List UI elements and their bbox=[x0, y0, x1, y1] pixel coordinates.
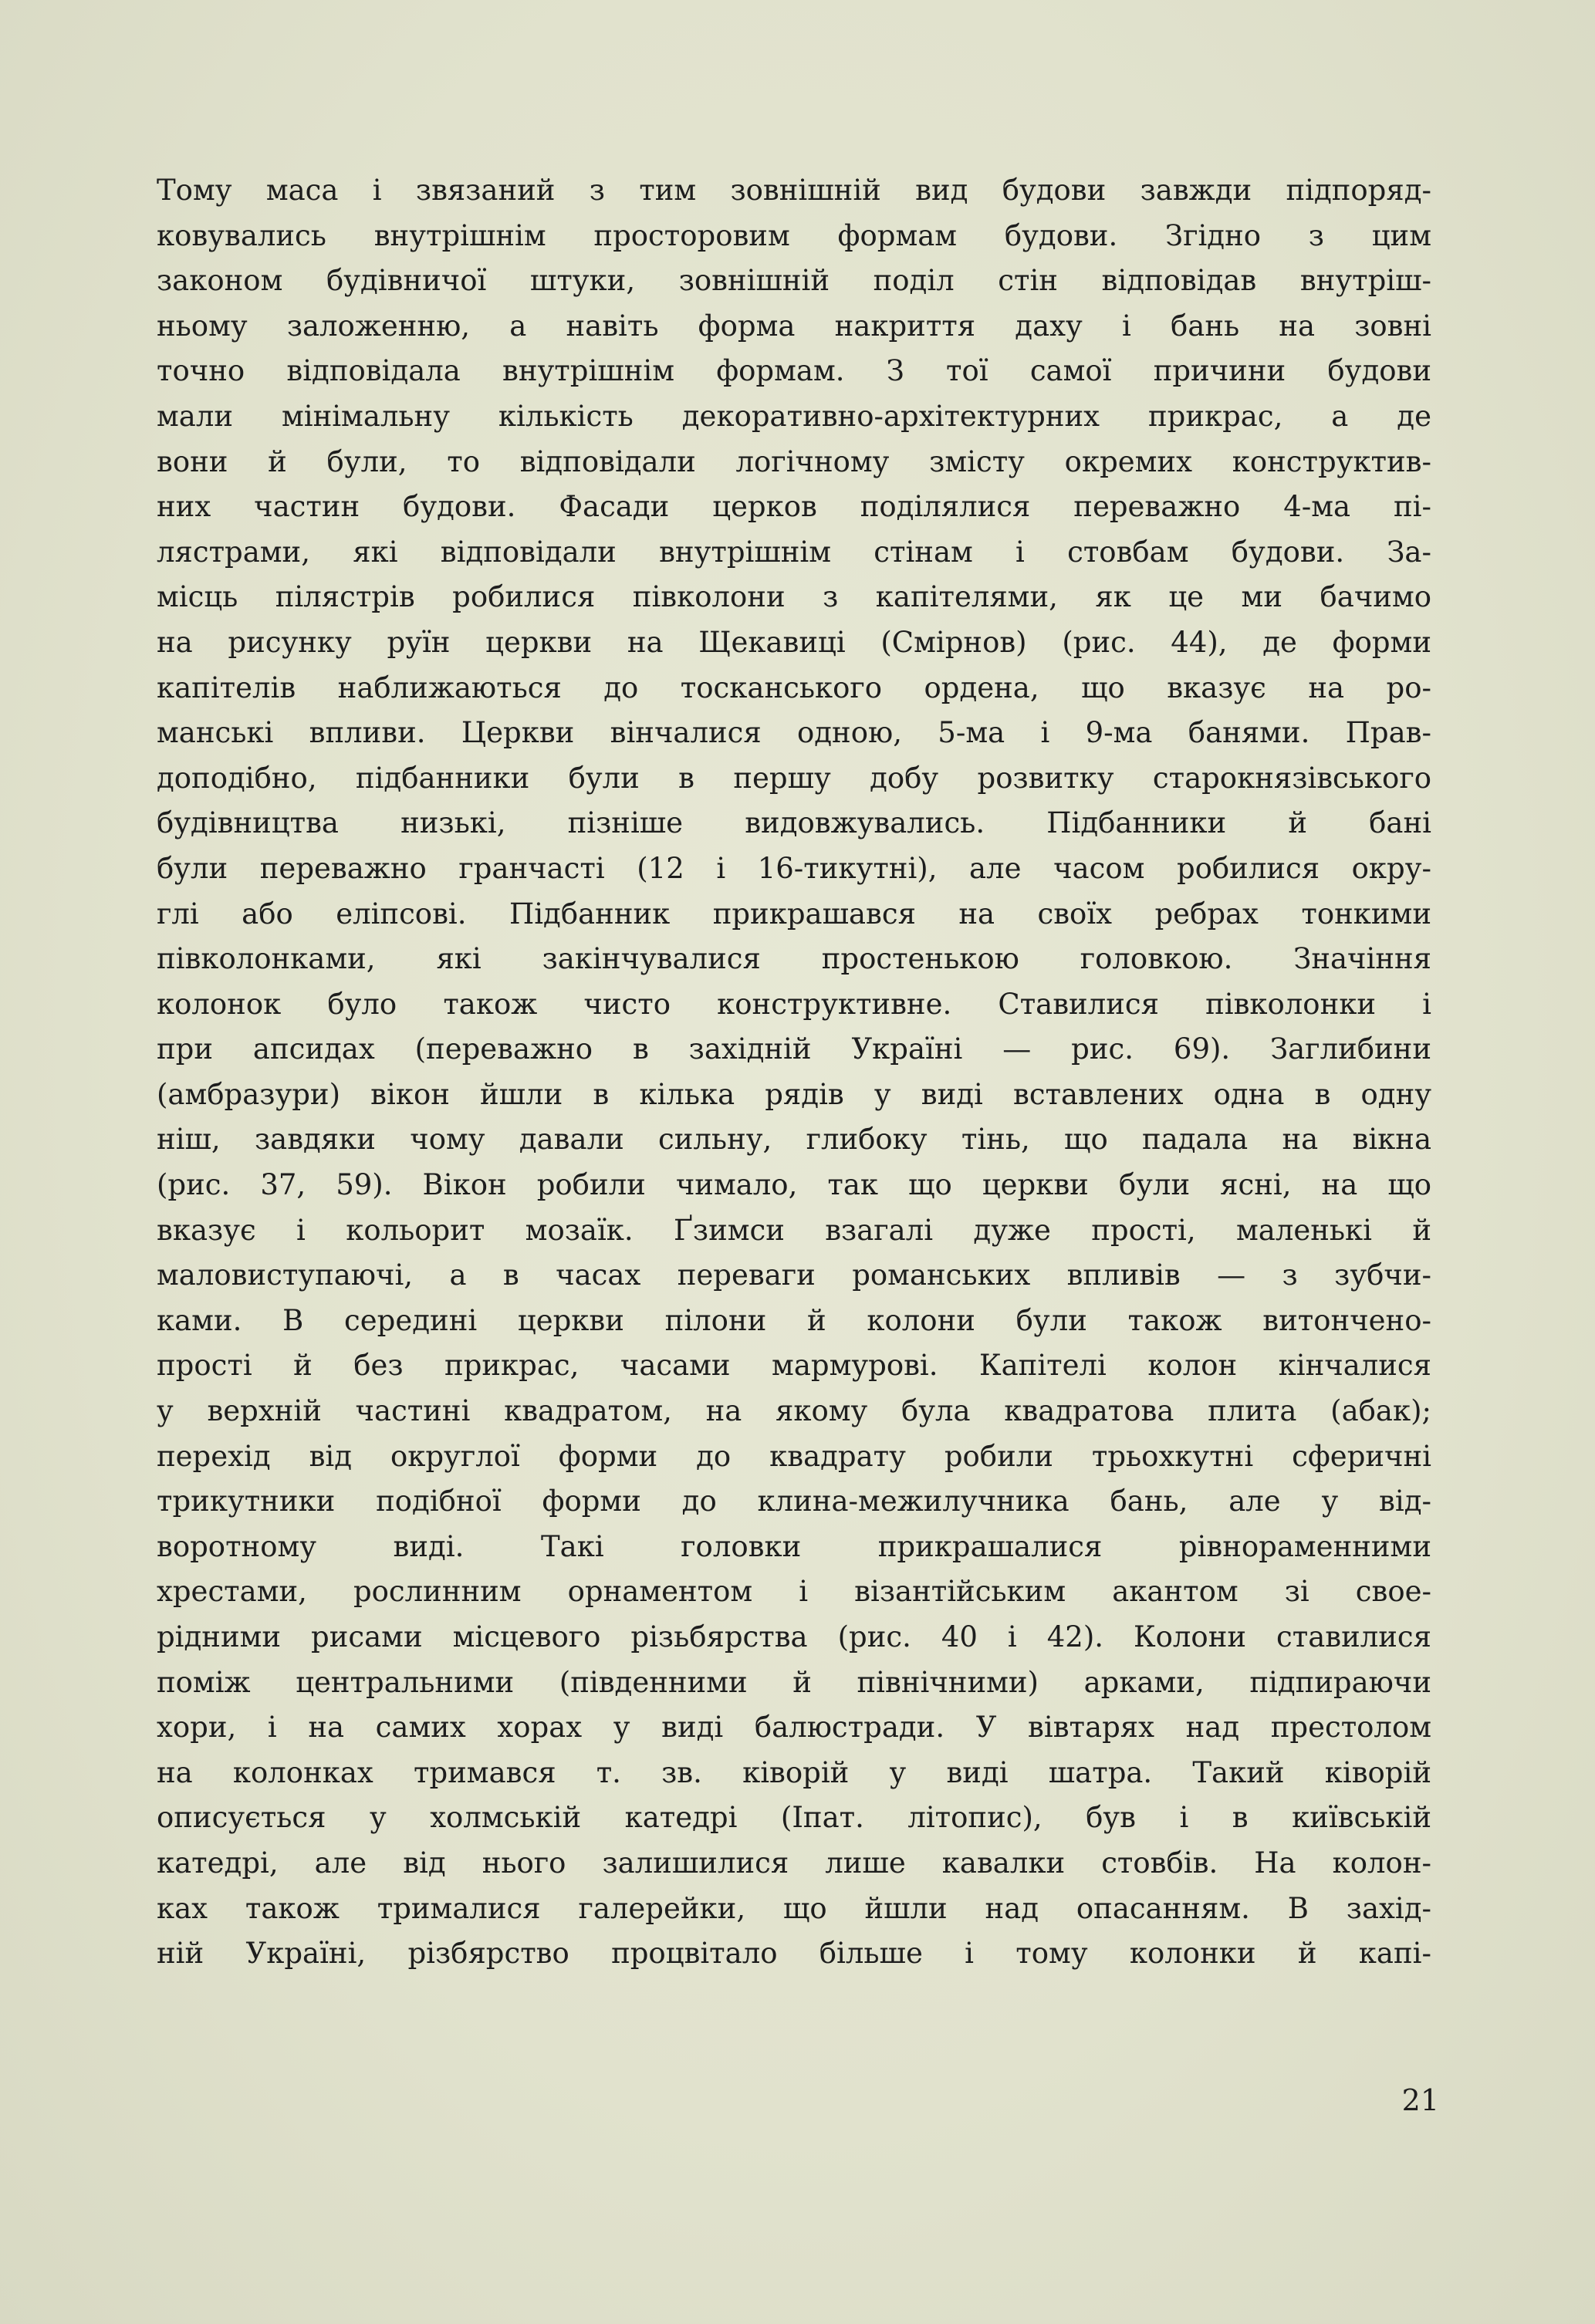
text-line: ками. В середині церкви пілони й колони були також витончено- bbox=[157, 1303, 1431, 1337]
text-line: будівництва низькі, пізніше видовжувались. Підбанники й бані bbox=[157, 806, 1431, 840]
text-line: катедрі, але від нього залишилися лише кавалки стовбів. На колон- bbox=[157, 1846, 1431, 1880]
text-line: лястрами, які відповідали внутрішнім стінам і стовбам будови. За- bbox=[157, 535, 1431, 569]
text-line: них частин будови. Фасади церков поділялися переважно 4-ма пі- bbox=[157, 490, 1431, 524]
text-line: поміж центральними (південними й північними) арками, підпираючи bbox=[157, 1665, 1431, 1699]
text-line: описується у холмській катедрі (Іпат. літопис), був і в київській bbox=[157, 1801, 1431, 1835]
text-line: вони й були, то відповідали логічному змісту окремих конструктив- bbox=[157, 444, 1431, 478]
text-line: рідними рисами місцевого різьбярства (рис. 40 і 42). Колони ставилися bbox=[157, 1620, 1431, 1653]
text-line: трикутники подібної форми до клина-межилучника бань, але у від- bbox=[157, 1485, 1431, 1518]
text-line: воротному виді. Такі головки прикрашалися рівнораменними bbox=[157, 1529, 1431, 1563]
text-line: Тому маса і звязаний з тим зовнішній вид будови завжди підпоряд- bbox=[157, 174, 1431, 207]
text-line: ній Україні, різбярство процвітало більше і тому колонки й капі- bbox=[157, 1937, 1431, 1971]
text-line: ньому заложенню, а навіть форма накриття даху і бань на зовні bbox=[157, 309, 1431, 343]
text-line: вказує і кольорит мозаїк. Ґзимси взагалі дуже прості, маленькі й bbox=[157, 1213, 1431, 1247]
text-line: колонок було також чисто конструктивне. Ставилися півколонки і bbox=[157, 987, 1431, 1021]
text-line: (рис. 37, 59). Вікон робили чимало, так що церкви були ясні, на що bbox=[157, 1168, 1431, 1202]
text-line: перехід від округлої форми до квадрату робили трьохкутні сферичні bbox=[157, 1439, 1431, 1473]
text-line: при апсидах (переважно в західній Україні — рис. 69). Заглибини bbox=[157, 1032, 1431, 1066]
text-line: глі або еліпсові. Підбанник прикрашався на своїх ребрах тонкими bbox=[157, 897, 1431, 931]
text-line: ках також трималися галерейки, що йшли над опасанням. В захід- bbox=[157, 1891, 1431, 1925]
text-line: хори, і на самих хорах у виді балюстради. У вівтарях над престолом bbox=[157, 1711, 1431, 1745]
text-line: на колонках тримався т. зв. ківорій у виді шатра. Такий ківорій bbox=[157, 1755, 1431, 1789]
text-line: маловиступаючі, а в часах переваги романських впливів — з зубчи- bbox=[157, 1258, 1431, 1292]
text-line: на рисунку руїн церкви на Щекавиці (Смірнов) (рис. 44), де форми bbox=[157, 625, 1431, 659]
body-text bbox=[157, 168, 1431, 1977]
text-line: місць пілястрів робилися півколони з капітелями, як це ми бачимо bbox=[157, 580, 1431, 614]
text-line: мали мінімальну кількість декоративно-архітектурних прикрас, а де bbox=[157, 399, 1431, 433]
text-line: (амбразури) вікон йшли в кілька рядів у виді вставлених одна в одну bbox=[157, 1077, 1431, 1111]
text-line: хрестами, рослинним орнаментом і візантійським акантом зі свое- bbox=[157, 1575, 1431, 1609]
text-line: точно відповідала внутрішнім формам. З тої самої причини будови bbox=[157, 354, 1431, 388]
text-line: доподібно, підбанники були в першу добу розвитку старокнязівського bbox=[157, 761, 1431, 795]
text-line: були переважно гранчасті (12 і 16-тикутні), але часом робилися окру- bbox=[157, 851, 1431, 885]
text-line: капітелів наближаються до тосканського ордена, що вказує на ро- bbox=[157, 671, 1431, 704]
text-line: ковувались внутрішнім просторовим формам будови. Згідно з цим bbox=[157, 218, 1431, 252]
text-line: законом будівничої штуки, зовнішній поділ стін відповідав внутріш- bbox=[157, 264, 1431, 298]
text-line: півколонками, які закінчувалися простенькою головкою. Значіння bbox=[157, 942, 1431, 976]
page-number: 21 bbox=[1401, 2083, 1439, 2117]
text-line: ніш, завдяки чому давали сильну, глибоку тінь, що падала на вікна bbox=[157, 1123, 1431, 1157]
text-line: манські впливи. Церкви вінчалися одною, 5-ма і 9-ма банями. Прав- bbox=[157, 716, 1431, 750]
text-line: прості й без прикрас, часами мармурові. Капітелі колон кінчалися bbox=[157, 1349, 1431, 1383]
text-line: у верхній частині квадратом, на якому була квадратова плита (абак); bbox=[157, 1394, 1431, 1428]
